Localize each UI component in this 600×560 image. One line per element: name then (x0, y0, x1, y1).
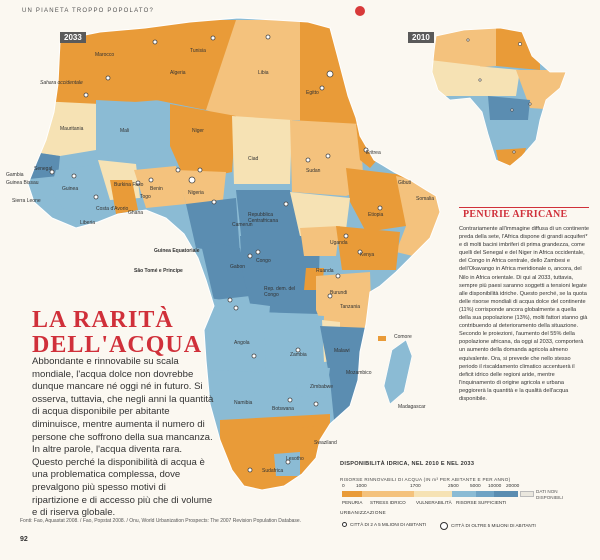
sidebar-text: Contrariamente all'immagine diffusa di un continente preda della sete, l'Africa dispone di grandi acquiferi* e di molti bacini imbriferi di prima grandezza, come quelli del Senegal e del Niger in Africa occidentale, del Congo in Africa centrale, dello Zambesi e dell'Okavango in Africa meridionale o, ancora, del Nilo in Africa orientale. Di qui al 2033, tuttavia, sempre più paesi saranno soggetti a tensioni legate alle disponibilità idriche. Questo perché, se la quota delle risorse mondiali di acqua dolce del continente (11%) corrisponde ancora globalmente a quella della sua popolazione (13%), molti fattori stanno già contribuendo al deterioramento della situazione. Secondo le proiezioni, l'aumento del 55% della popolazione africana, da oggi al 2033, comporterà un aumento della domanda agricola almeno equivalente. Ora, si prevede che nello stesso periodo il riscaldamento climatico accentuerà il deficit idrico delle regioni aride, mentre l'inquinamento di origine agricola e urbana peggiorerà la quantità e la qualità dell'acqua disponibile. (459, 226, 590, 402)
label-namibia: Namibia (234, 400, 253, 406)
label-gibuti: Gibuti (398, 180, 412, 186)
urbanization-large (440, 522, 536, 530)
label-burkina-faso: Burkina Faso (114, 182, 144, 188)
legend-tick-10000: 10000 (488, 484, 502, 489)
legend-tick-5000: 5000 (470, 484, 481, 489)
intro-text: Abbondante e rinnovabile su scala mondiale, l'acqua dolce non dovrebbe dunque mancare né oggi né in futuro. Si osserva, tuttavia, che negli anni la quantità di acqua disponibile per abitante diminuisce, mentre aumenta il numero di persone che soffrono della sua mancanza. In altre parole, l'acqua diventa rara. Questo perché la disponibilità di acqua è una problematica complessa, dove prevalgono più spesso motivi di ripartizione e di accesso più che di volume e di riserva globale. (32, 356, 214, 519)
urbanization-title: URBANIZZAZIONE (340, 511, 387, 516)
legend-swatch-abbondanti-2 (494, 491, 518, 497)
large-city-icon (440, 522, 448, 530)
inset-map-regions (420, 20, 580, 180)
label-mali: Mali (120, 128, 130, 134)
label-sao-tome: São Tomé e Principe (134, 268, 183, 274)
legend-swatch-penuria (342, 491, 362, 497)
urbanization-large-label: CITTÀ DI OLTRE 5 MILIONI DI ABITANTI (451, 523, 536, 529)
legend-subtitle: RISORSE RINNOVABILI DI ACQUA (IN m³ PER ABITANTE E PER ANNO) (340, 477, 511, 482)
label-kenya: Kenya (360, 252, 375, 258)
label-sudan: Sudan (306, 168, 321, 174)
label-liberia: Liberia (80, 220, 96, 226)
legend-swatch-sufficienti (452, 491, 476, 497)
label-ciad: Ciad (248, 156, 259, 162)
label-etiopia: Etiopia (368, 212, 384, 218)
label-camerun: Camerun (232, 222, 253, 228)
label-ruanda: Ruanda (316, 268, 334, 274)
small-city-icon (342, 522, 347, 527)
legend-tick-20000: 20000 (506, 484, 520, 489)
legend-swatch-no-data (520, 491, 534, 497)
label-sierra-leone: Sierra Leone (12, 198, 41, 204)
sidebar-rule (459, 207, 589, 208)
label-gabon: Gabon (230, 264, 246, 270)
sources: Fonti: Fao, Aquastat 2008. / Fao, Popstat 2008. / Onu, World Urbanization Prospects: The 2007 Revision Population Database. (20, 518, 302, 524)
label-nigeria: Nigeria (188, 190, 204, 196)
label-uganda: Uganda (330, 240, 348, 246)
label-gambia: Gambia (6, 172, 24, 178)
label-malawi: Malawi (334, 348, 350, 354)
label-angola: Angola (234, 340, 250, 346)
urbanization-small (342, 522, 426, 527)
legend-swatch-stress (362, 491, 414, 497)
label-togo: Togo (140, 194, 151, 200)
label-congo: Congo (256, 258, 271, 264)
label-zambia: Zambia (290, 352, 307, 358)
label-lesotho: Lesotho (286, 456, 304, 462)
legend-cat-stress: STRESS IDRICO (370, 500, 406, 505)
label-sahara-occidentale: Sahara occidentale (40, 80, 83, 86)
label-ghana: Ghana (128, 210, 144, 216)
label-eritrea: Eritrea (366, 150, 381, 156)
title-line-2: DELL'ACQUA (32, 332, 203, 358)
legend-cat-sufficienti: RISORSE SUFFICIENTI (456, 500, 507, 505)
label-mauritania: Mauritania (60, 126, 84, 132)
label-botswana: Botswana (272, 406, 294, 412)
title-line-1: LA RARITÀ (32, 307, 174, 333)
legend-tick-0: 0 (342, 484, 345, 489)
label-algeria: Algeria (170, 70, 186, 76)
comore-shape (378, 336, 386, 341)
urbanization-small-label: CITTÀ DI 2 A 5 MILIONI DI ABITANTI (350, 522, 427, 527)
legend-no-data-label (536, 489, 563, 501)
label-tanzania: Tanzania (340, 304, 361, 310)
label-egitto: Egitto (306, 90, 319, 96)
legend-no-data-line-2: DISPONIBILI (536, 495, 564, 500)
label-somalia: Somalia (416, 196, 435, 202)
label-swaziland: Swaziland (314, 440, 337, 446)
label-comore: Comore (394, 334, 412, 340)
label-guinea-bissau: Guinea Bissau (6, 180, 39, 186)
label-tunisia: Tunisia (190, 48, 206, 54)
legend-tick-2500: 2500 (448, 484, 459, 489)
label-libia: Libia (258, 70, 269, 76)
legend-no-data-line-1: DATI NON (536, 489, 558, 494)
label-marocco: Marocco (95, 52, 115, 58)
madagascar-shape (384, 340, 412, 404)
legend-cat-penuria: PENURIA (342, 500, 363, 505)
sidebar-heading: PENURIE AFRICANE (463, 209, 568, 220)
page-title (32, 308, 202, 358)
label-madagascar: Madagascar (398, 404, 426, 410)
legend-tick-1700: 1700 (410, 484, 421, 489)
label-guinea-equatoriale: Guinea Equatoriale (154, 248, 200, 254)
legend-tick-1000: 1000 (356, 484, 367, 489)
label-zimbabwe: Zimbabwe (310, 384, 334, 390)
page-number: 92 (20, 536, 28, 543)
inset-map-year: 2010 (408, 32, 434, 43)
label-rep-centrafricana: Repubblica Centrafricana (248, 212, 279, 224)
legend-swatch-vulnerabilita (414, 491, 452, 497)
label-niger: Niger (192, 128, 204, 134)
label-mozambico: Mozambico (346, 370, 372, 376)
legend-swatch-abbondanti-1 (476, 491, 494, 497)
legend-title: DISPONIBILITÀ IDRICA, NEL 2010 E NEL 2033 (340, 461, 475, 467)
label-rdc: Rep. dem. del Congo (264, 286, 296, 298)
label-senegal: Senegal (34, 166, 53, 172)
label-benin: Benin (150, 186, 163, 192)
running-head: UN PIANETA TROPPO POPOLATO? (22, 8, 154, 14)
label-sudafrica: Sudafrica (262, 468, 284, 474)
main-map-year: 2033 (60, 32, 86, 43)
label-burundi: Burundi (330, 290, 348, 296)
legend-cat-vulnerabilita: VULNERABILITÀ (416, 500, 452, 505)
label-costa-davorio: Costa d'Avorio (96, 206, 129, 212)
label-guinea: Guinea (62, 186, 79, 192)
